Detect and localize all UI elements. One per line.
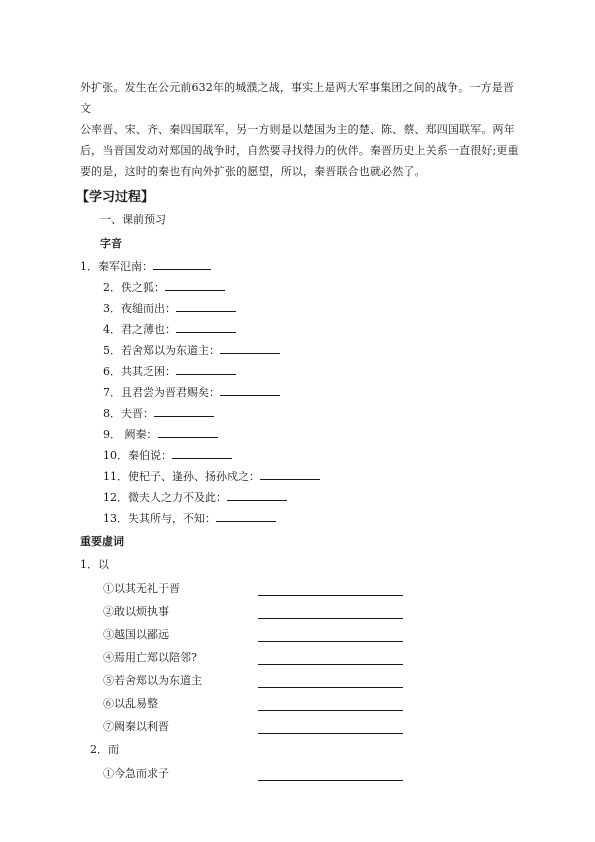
item-text: 1．秦军氾南： [80, 260, 153, 273]
pronunciation-item [103, 426, 218, 442]
answer-blank[interactable] [176, 300, 236, 312]
item-text: 3．夜缒而出： [103, 302, 176, 315]
intro-line: 后，当晋国发动对郑国的战争时，自然要寻找得力的伙伴。秦晋历史上关系一直很好;更重 [80, 144, 519, 157]
item-text: 5．若舍郑以为东道主： [103, 344, 220, 357]
pronunciation-item [103, 468, 320, 484]
answer-line[interactable] [258, 595, 403, 596]
answer-blank[interactable] [158, 426, 218, 438]
pronunciation-item [103, 363, 236, 379]
answer-blank[interactable] [216, 510, 276, 522]
item-text: 7．且君尝为晋君赐矣： [103, 386, 220, 399]
function-word-example: ⑤若舍郑以为东道主 [103, 674, 202, 687]
item-text: 4．君之薄也： [103, 323, 176, 336]
pronunciation-item [103, 384, 280, 400]
item-text: 11．使杞子、逢孙、扬孙戍之： [103, 470, 260, 483]
answer-blank[interactable] [227, 489, 287, 501]
function-word-example: ③越国以鄙远 [103, 628, 169, 641]
answer-line[interactable] [258, 664, 403, 665]
answer-blank[interactable] [172, 447, 232, 459]
pronunciation-item [103, 279, 225, 295]
intro-paragraph [80, 77, 525, 182]
answer-blank[interactable] [220, 384, 280, 396]
function-word-example: ⑦阙秦以利晋 [103, 720, 169, 733]
item-text: 10．秦伯说： [103, 449, 172, 462]
answer-line[interactable] [258, 618, 403, 619]
item-text: 8．夫晋： [103, 407, 154, 420]
function-word-example: ②敢以烦执事 [103, 605, 169, 618]
pronunciation-label: 字音 [100, 237, 122, 250]
answer-blank[interactable] [220, 342, 280, 354]
answer-blank[interactable] [153, 258, 211, 270]
pronunciation-item [103, 489, 287, 505]
function-word-title-yi: 1．以 [80, 558, 109, 571]
pronunciation-item [103, 405, 214, 421]
intro-line: 要的是，这时的秦也有向外扩张的愿望，所以，秦晋联合也就必然了。 [80, 165, 426, 178]
pronunciation-item [103, 300, 236, 316]
item-text: 9． 阙秦： [103, 428, 158, 441]
pronunciation-item [103, 342, 280, 358]
pronunciation-item [103, 321, 236, 337]
answer-line[interactable] [258, 687, 403, 688]
function-word-example: ①以其无礼于晋 [103, 582, 180, 595]
answer-blank[interactable] [176, 321, 236, 333]
item-text: 12．微夫人之力不及此： [103, 491, 227, 504]
intro-line: 公率晋、宋、齐、秦四国联军，另一方则是以楚国为主的楚、陈、蔡、郑四国联军。两年 [80, 123, 515, 136]
answer-line[interactable] [258, 641, 403, 642]
answer-blank[interactable] [176, 363, 236, 375]
answer-line[interactable] [258, 710, 403, 711]
answer-blank[interactable] [260, 468, 320, 480]
intro-line: 外扩张。发生在公元前632年的城濮之战，事实上是两大军事集团之间的战争。一方是晋文 [80, 81, 514, 115]
answer-blank[interactable] [154, 405, 214, 417]
answer-blank[interactable] [165, 279, 225, 291]
function-word-title-er: 2．而 [90, 743, 119, 756]
section-one-title: 一、课前预习 [100, 213, 166, 226]
function-word-example: ⑥以乱易整 [103, 697, 158, 710]
function-word-example: ④焉用亡郑以陪邻? [103, 651, 197, 664]
answer-line[interactable] [258, 780, 403, 781]
answer-line[interactable] [258, 733, 403, 734]
pronunciation-item [80, 258, 211, 274]
function-words-label: 重要虚词 [80, 535, 124, 548]
function-word-example: ①今急而求子 [103, 767, 169, 780]
item-text: 2．佚之狐： [103, 281, 165, 294]
pronunciation-item [103, 447, 232, 463]
item-text: 6．共其乏困： [103, 365, 176, 378]
item-text: 13．失其所与，不知： [103, 512, 216, 525]
pronunciation-item [103, 510, 276, 526]
section-heading: 【学习过程】 [76, 190, 155, 205]
